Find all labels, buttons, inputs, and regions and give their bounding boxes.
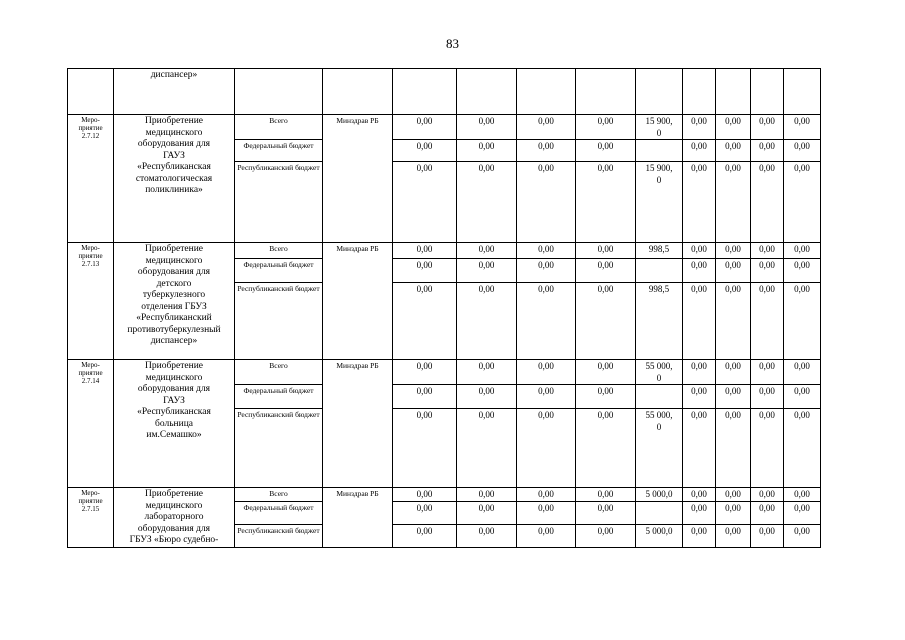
activity-id-cell: [68, 360, 114, 488]
value-cell: 0,00: [716, 524, 751, 547]
value-cell: 0,00: [457, 243, 517, 259]
table-row: [68, 360, 821, 385]
value-cell: 0,00: [393, 524, 457, 547]
value-cell: 0,00: [716, 488, 751, 502]
activity-name-line: Приобретение: [145, 361, 203, 371]
activity-name-line: оборудования для: [137, 139, 211, 149]
value-line: 55 000,: [645, 361, 673, 371]
value-cell: 0,00: [393, 259, 457, 283]
value-cell: 0,00: [683, 524, 716, 547]
budget-table: [67, 68, 821, 548]
activity-id-line: приятие: [78, 252, 103, 260]
value-cell: 0,00: [716, 259, 751, 283]
value-cell: 0,00: [683, 243, 716, 259]
value-cell: 0,00: [751, 283, 784, 360]
activity-name-line: туберкулезного: [142, 290, 206, 300]
activity-name-line: диспансер»: [150, 336, 198, 346]
value-cell: 0,00: [784, 243, 821, 259]
value-cell: 0,00: [716, 409, 751, 488]
value-cell: 0,00: [457, 360, 517, 385]
activity-name-line: лабораторного: [144, 512, 204, 522]
value-cell: 0,00: [716, 360, 751, 385]
table-cell: [784, 69, 821, 115]
table-body: [68, 69, 821, 548]
value-cell: 0,00: [576, 385, 636, 409]
value-cell: 0,00: [393, 140, 457, 162]
value-cell: 0,00: [683, 488, 716, 502]
activity-name-line: противотуберкулезный: [127, 324, 221, 335]
value-cell: 0,00: [576, 243, 636, 259]
activity-name-line: медицинского: [145, 372, 203, 383]
value-cell: 0,00: [683, 502, 716, 525]
value-cell: 0,00: [457, 162, 517, 243]
table-cell: [517, 69, 576, 115]
value-cell: 998,5: [636, 243, 683, 259]
table-row: [68, 488, 821, 502]
value-cell: 0,00: [517, 488, 576, 502]
activity-name-line: Приобретение: [145, 244, 203, 254]
activity-id-line: Меро-: [81, 489, 100, 497]
value-cell: 0,00: [517, 115, 576, 140]
table-row: [68, 115, 821, 140]
activity-id-cell: [68, 243, 114, 360]
activity-name-line: больница: [155, 418, 193, 429]
value-cell: 0,00: [576, 283, 636, 360]
value-cell: 0,00: [517, 409, 576, 488]
value-cell: 0,00: [517, 385, 576, 409]
value-cell: 0,00: [393, 360, 457, 385]
activity-name-line: ГБУЗ «Бюро судебно-: [129, 535, 219, 545]
value-line: 55 000,: [645, 410, 673, 420]
activity-name-cell: [114, 243, 235, 360]
activity-name-line: «Республиканская: [137, 162, 211, 172]
funding-source-cell: Республиканский бюджет: [235, 162, 323, 243]
activity-name-line: детского: [156, 278, 192, 289]
table-cell: [716, 69, 751, 115]
activity-name-line: оборудования для: [137, 523, 211, 534]
value-cell: 0,00: [683, 409, 716, 488]
activity-id-line: Меро-: [81, 361, 100, 369]
funding-source-cell: Федеральный бюджет: [235, 502, 323, 525]
value-cell: 0,00: [576, 115, 636, 140]
value-cell: 0,00: [457, 140, 517, 162]
value-cell: 0,00: [751, 385, 784, 409]
funding-source-cell: Всего: [235, 360, 323, 385]
value-cell: [636, 360, 683, 385]
activity-name-line: поликлиника»: [145, 185, 203, 195]
value-cell: 0,00: [716, 385, 751, 409]
activity-name-line: отделения ГБУЗ: [141, 301, 207, 312]
value-line: 0: [656, 127, 662, 138]
activity-id-line: Меро-: [81, 244, 100, 252]
funding-source-cell: Республиканский бюджет: [235, 524, 323, 547]
value-cell: 0,00: [457, 259, 517, 283]
value-cell: 5 000,0: [636, 488, 683, 502]
value-cell: 0,00: [784, 524, 821, 547]
value-cell: 0,00: [457, 385, 517, 409]
value-cell: 0,00: [393, 488, 457, 502]
value-cell: 0,00: [457, 488, 517, 502]
table-cell: [636, 69, 683, 115]
value-cell: 0,00: [517, 283, 576, 360]
value-cell: 0,00: [784, 140, 821, 162]
funding-source-cell: Федеральный бюджет: [235, 385, 323, 409]
value-cell: 0,00: [683, 283, 716, 360]
activity-id-line: Меро-: [81, 116, 100, 124]
value-cell: [636, 140, 683, 162]
page-number: 83: [446, 36, 459, 51]
table-cell: [393, 69, 457, 115]
value-cell: 0,00: [751, 243, 784, 259]
executor-cell: Минздрав РБ: [323, 488, 393, 548]
value-cell: 0,00: [393, 502, 457, 525]
funding-source-cell: Всего: [235, 488, 323, 502]
value-cell: [636, 385, 683, 409]
value-cell: 0,00: [576, 259, 636, 283]
activity-name-line: медицинского: [145, 127, 203, 138]
activity-name-tail: диспансер»: [150, 70, 198, 80]
value-cell: 0,00: [751, 409, 784, 488]
value-cell: [636, 162, 683, 243]
value-cell: 0,00: [751, 162, 784, 243]
value-cell: 0,00: [716, 140, 751, 162]
table-row: [68, 69, 821, 115]
value-cell: 0,00: [457, 283, 517, 360]
value-cell: 0,00: [751, 259, 784, 283]
funding-source-cell: Республиканский бюджет: [235, 283, 323, 360]
value-line: 15 900,: [645, 163, 673, 173]
value-cell: 0,00: [784, 283, 821, 360]
funding-source-cell: Федеральный бюджет: [235, 140, 323, 162]
executor-cell: Минздрав РБ: [323, 243, 393, 360]
value-cell: 0,00: [576, 140, 636, 162]
value-cell: 0,00: [683, 140, 716, 162]
activity-name-cell: [114, 360, 235, 488]
executor-cell: Минздрав РБ: [323, 360, 393, 488]
value-cell: 998,5: [636, 283, 683, 360]
funding-source-cell: Всего: [235, 243, 323, 259]
value-cell: 0,00: [683, 259, 716, 283]
value-line: 15 900,: [645, 116, 673, 126]
value-cell: [636, 409, 683, 488]
table-cell: [323, 69, 393, 115]
activity-id-line: 2.7.14: [81, 377, 100, 385]
activity-name-cell: [114, 115, 235, 243]
executor-cell: Минздрав РБ: [323, 115, 393, 243]
value-cell: 0,00: [457, 524, 517, 547]
value-cell: 0,00: [716, 502, 751, 525]
table-row: [68, 243, 821, 259]
value-line: 0: [656, 421, 662, 432]
activity-name-cell: [114, 69, 235, 115]
value-cell: 5 000,0: [636, 524, 683, 547]
value-line: 0: [656, 174, 662, 185]
activity-name-line: стоматологическая: [135, 173, 213, 184]
activity-id-cell: [68, 115, 114, 243]
activity-name-line: «Республиканский: [136, 313, 212, 323]
value-cell: 0,00: [716, 243, 751, 259]
value-cell: 0,00: [517, 140, 576, 162]
activity-name-line: ГАУЗ: [163, 395, 185, 406]
activity-name-line: Приобретение: [145, 116, 203, 126]
activity-id-cell: [68, 488, 114, 548]
value-cell: [636, 115, 683, 140]
value-cell: 0,00: [784, 502, 821, 525]
value-cell: 0,00: [576, 524, 636, 547]
activity-id-line: приятие: [78, 369, 103, 377]
activity-name-line: медицинского: [145, 255, 203, 266]
activity-id-line: 2.7.15: [81, 505, 100, 513]
value-cell: [636, 259, 683, 283]
value-cell: 0,00: [517, 360, 576, 385]
value-cell: 0,00: [457, 115, 517, 140]
value-cell: 0,00: [457, 502, 517, 525]
table-cell: [457, 69, 517, 115]
value-cell: 0,00: [393, 385, 457, 409]
value-cell: 0,00: [683, 360, 716, 385]
activity-name-line: «Республиканская: [137, 407, 211, 417]
activity-name-line: оборудования для: [137, 384, 211, 394]
value-cell: 0,00: [784, 259, 821, 283]
value-cell: 0,00: [517, 259, 576, 283]
value-cell: 0,00: [716, 115, 751, 140]
value-cell: 0,00: [751, 360, 784, 385]
value-cell: 0,00: [716, 283, 751, 360]
value-cell: 0,00: [784, 360, 821, 385]
table-cell: [751, 69, 784, 115]
value-cell: 0,00: [784, 488, 821, 502]
activity-name-line: ГАУЗ: [163, 150, 185, 161]
value-cell: 0,00: [393, 409, 457, 488]
value-cell: [636, 502, 683, 525]
value-cell: 0,00: [576, 409, 636, 488]
value-cell: 0,00: [576, 360, 636, 385]
funding-source-cell: Всего: [235, 115, 323, 140]
value-cell: 0,00: [517, 502, 576, 525]
value-cell: 0,00: [683, 115, 716, 140]
value-cell: 0,00: [393, 283, 457, 360]
value-cell: 0,00: [751, 524, 784, 547]
activity-id-line: 2.7.13: [81, 260, 100, 268]
value-cell: 0,00: [393, 243, 457, 259]
value-cell: 0,00: [683, 385, 716, 409]
table-cell: [576, 69, 636, 115]
value-cell: 0,00: [751, 488, 784, 502]
value-cell: 0,00: [683, 162, 716, 243]
value-cell: 0,00: [517, 243, 576, 259]
value-cell: 0,00: [393, 162, 457, 243]
value-cell: 0,00: [784, 409, 821, 488]
activity-name-line: медицинского: [145, 500, 203, 511]
value-cell: 0,00: [751, 115, 784, 140]
activity-name-line: Приобретение: [145, 489, 203, 499]
value-cell: 0,00: [576, 162, 636, 243]
activity-id-line: 2.7.12: [81, 132, 100, 140]
value-cell: 0,00: [457, 409, 517, 488]
funding-source-cell: Республиканский бюджет: [235, 409, 323, 488]
table-cell: [235, 69, 323, 115]
activity-name-line: оборудования для: [137, 267, 211, 277]
value-cell: 0,00: [576, 502, 636, 525]
value-cell: 0,00: [517, 162, 576, 243]
value-cell: 0,00: [751, 140, 784, 162]
activity-name-cell: [114, 488, 235, 548]
activity-id-line: приятие: [78, 124, 103, 132]
value-cell: 0,00: [784, 385, 821, 409]
activity-id-line: приятие: [78, 497, 103, 505]
value-line: 0: [656, 372, 662, 383]
value-cell: 0,00: [784, 115, 821, 140]
value-cell: 0,00: [393, 115, 457, 140]
value-cell: 0,00: [716, 162, 751, 243]
table-cell: [683, 69, 716, 115]
funding-source-cell: Федеральный бюджет: [235, 259, 323, 283]
table-cell: [68, 69, 114, 115]
value-cell: 0,00: [784, 162, 821, 243]
value-cell: 0,00: [517, 524, 576, 547]
value-cell: 0,00: [576, 488, 636, 502]
activity-name-line: им.Семашко»: [146, 430, 202, 440]
value-cell: 0,00: [751, 502, 784, 525]
